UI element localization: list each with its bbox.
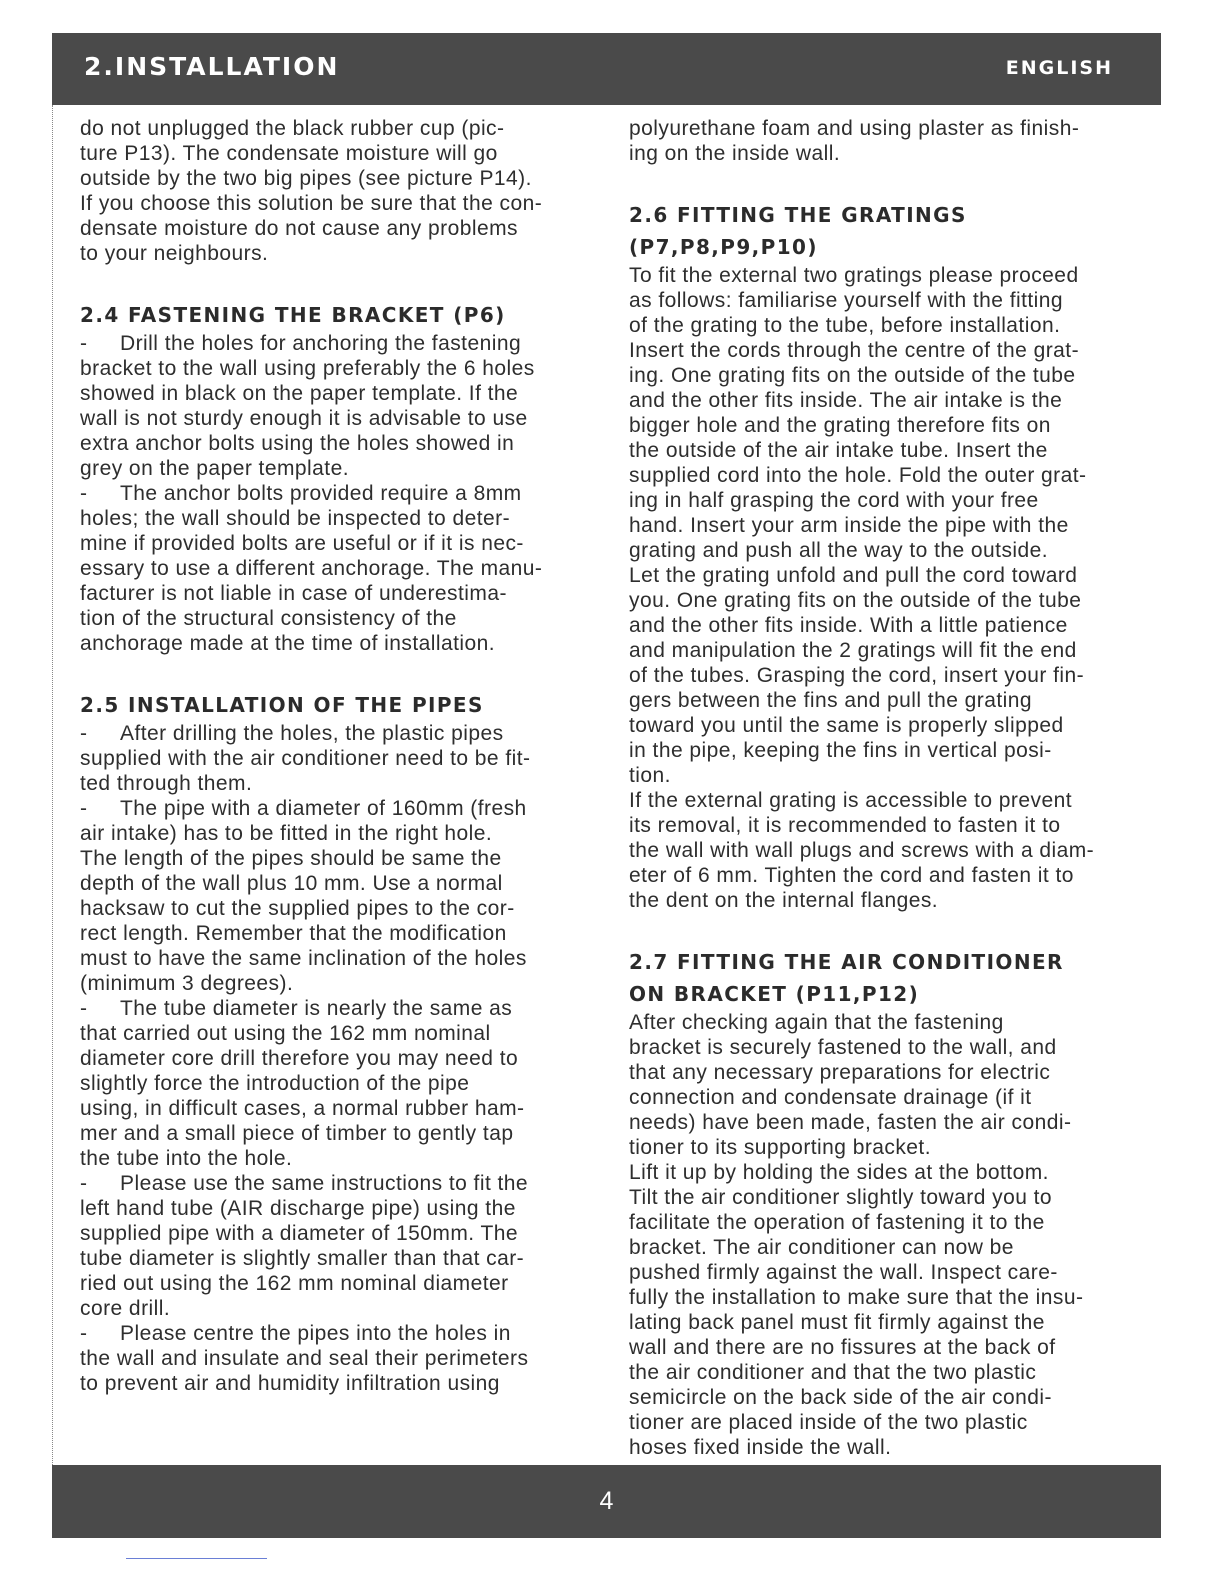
section-2-7-body [629, 1010, 1141, 1460]
heading-2-7 [629, 946, 1141, 1010]
text-line: supplied pipe with a diameter of 150mm. The [80, 1222, 519, 1245]
text-line: lating back panel must fit firmly against the [629, 1311, 1045, 1334]
text-line: ture P13). The condensate moisture will go [80, 142, 498, 165]
text-line: that carried out using the 162 mm nominal [80, 1022, 491, 1045]
text-line: left hand tube (AIR discharge pipe) using the [80, 1197, 516, 1220]
text-line: to prevent air and humidity infiltration using [80, 1372, 500, 1395]
bullet-dash: - [80, 797, 88, 820]
text-line: and manipulation the 2 gratings will fit the end [629, 639, 1077, 662]
text-line: toward you until the same is properly slipped [629, 714, 1064, 737]
text-line: the air conditioner and that the two plastic [629, 1361, 1037, 1384]
heading-2-5: 2.5 INSTALLATION OF THE PIPES [80, 693, 484, 717]
text-line: the wall with wall plugs and screws with a diam- [629, 839, 1095, 862]
bullet-dash: - [80, 997, 88, 1020]
text-line: do not unplugged the black rubber cup (pic- [80, 117, 505, 140]
text-line: as follows: familiarise yourself with the fitting [629, 289, 1064, 312]
text-line: its removal, it is recommended to fasten it to [629, 814, 1061, 837]
text-line: the tube into the hole. [80, 1147, 293, 1170]
text-line: must to have the same inclination of the holes [80, 947, 527, 970]
text-line: connection and condensate drainage (if it [629, 1086, 1032, 1109]
heading-2-4: 2.4 FASTENING THE BRACKET (P6) [80, 303, 506, 327]
text-line: After checking again that the fastening [629, 1011, 1004, 1034]
text-line: of the tubes. Grasping the cord, insert your fin- [629, 664, 1085, 687]
text-line: core drill. [80, 1297, 171, 1320]
text-line: The pipe with a diameter of 160mm (fresh [120, 797, 527, 820]
bullet-line [80, 481, 590, 506]
text-line: extra anchor bolts using the holes showed in [80, 432, 515, 455]
right-column [629, 116, 1141, 1460]
section-title: 2.INSTALLATION [84, 52, 340, 81]
text-line: slightly force the introduction of the pipe [80, 1072, 470, 1095]
text-line: and the other fits inside. The air intake is the [629, 389, 1063, 412]
text-line: tion of the structural consistency of the [80, 607, 457, 630]
text-line: eter of 6 mm. Tighten the cord and fasten it to [629, 864, 1074, 887]
bullet-line [80, 721, 590, 746]
text-line: holes; the wall should be inspected to deter- [80, 507, 511, 530]
text-line: gers between the fins and pull the grating [629, 689, 1032, 712]
text-line: The tube diameter is nearly the same as [120, 997, 513, 1020]
text-line: Let the grating unfold and pull the cord toward [629, 564, 1078, 587]
text-line: essary to use a different anchorage. The manu- [80, 557, 543, 580]
text-line: using, in difficult cases, a normal rubber ham- [80, 1097, 525, 1120]
page-number: 4 [599, 1487, 614, 1515]
text-line: ried out using the 162 mm nominal diameter [80, 1272, 509, 1295]
section-2-5-body [80, 721, 590, 1396]
text-line: ing in half grasping the cord with your free [629, 489, 1039, 512]
bullet-dash: - [80, 1172, 88, 1195]
heading-line: 2.7 FITTING THE AIR CONDITIONER [629, 950, 1064, 974]
text-line: Lift it up by holding the sides at the bottom. [629, 1161, 1049, 1184]
section-2-4-body [80, 331, 590, 656]
margin-dotted-rule [52, 105, 53, 1465]
text-line: you. One grating fits on the outside of the tube [629, 589, 1082, 612]
text-line: The anchor bolts provided require a 8mm [120, 482, 522, 505]
text-line: rect length. Remember that the modification [80, 922, 507, 945]
text-line: needs) have been made, fasten the air condi- [629, 1111, 1072, 1134]
text-line: bigger hole and the grating therefore fits on [629, 414, 1051, 437]
left-column [80, 116, 590, 1396]
section-2-6-body [629, 263, 1141, 913]
continued-paragraph [629, 116, 1141, 166]
language-label: ENGLISH [1005, 57, 1113, 79]
text-line: Insert the cords through the centre of the grat- [629, 339, 1080, 362]
text-line: If the external grating is accessible to prevent [629, 789, 1072, 812]
text-line: of the grating to the tube, before installation. [629, 314, 1061, 337]
text-line: Please centre the pipes into the holes in [120, 1322, 511, 1345]
text-line: showed in black on the paper template. If the [80, 382, 519, 405]
heading-line: (P7,P8,P9,P10) [629, 235, 818, 259]
text-line: The length of the pipes should be same the [80, 847, 502, 870]
text-line: hacksaw to cut the supplied pipes to the cor- [80, 897, 515, 920]
intro-paragraph [80, 116, 590, 266]
text-line: that any necessary preparations for electric [629, 1061, 1051, 1084]
heading-line: 2.6 FITTING THE GRATINGS [629, 203, 967, 227]
text-line: bracket is securely fastened to the wall, and [629, 1036, 1057, 1059]
text-line: in the pipe, keeping the fins in vertical posi- [629, 739, 1052, 762]
text-line: fully the installation to make sure that the insu- [629, 1286, 1084, 1309]
bullet-line [80, 996, 590, 1021]
text-line: After drilling the holes, the plastic pipes [120, 722, 504, 745]
text-line: to your neighbours. [80, 242, 269, 265]
underline-rule [126, 1558, 267, 1559]
bullet-line [80, 796, 590, 821]
text-line: bracket to the wall using preferably the 6 holes [80, 357, 535, 380]
text-line: supplied cord into the hole. Fold the outer grat- [629, 464, 1087, 487]
heading-2-6 [629, 199, 1141, 263]
text-line: densate moisture do not cause any problems [80, 217, 518, 240]
bullet-line [80, 1321, 590, 1346]
text-line: ing. One grating fits on the outside of the tube [629, 364, 1076, 387]
text-line: the wall and insulate and seal their perimeters [80, 1347, 529, 1370]
text-line: (minimum 3 degrees). [80, 972, 294, 995]
text-line: tioner are placed inside of the two plastic [629, 1411, 1028, 1434]
text-line: semicircle on the back side of the air condi- [629, 1386, 1052, 1409]
text-line: hoses fixed inside the wall. [629, 1436, 892, 1459]
text-line: supplied with the air conditioner need to be fit- [80, 747, 531, 770]
text-line: outside by the two big pipes (see picture P14). [80, 167, 532, 190]
text-line: polyurethane foam and using plaster as finish- [629, 117, 1080, 140]
text-line: tioner to its supporting bracket. [629, 1136, 932, 1159]
text-line: mine if provided bolts are useful or if it is nec- [80, 532, 524, 555]
text-line: wall and there are no fissures at the back of [629, 1336, 1056, 1359]
text-line: facilitate the operation of fastening it to the [629, 1211, 1045, 1234]
text-line: grating and push all the way to the outside. [629, 539, 1049, 562]
text-line: air intake) has to be fitted in the right hole. [80, 822, 493, 845]
text-line: Tilt the air conditioner slightly toward you to [629, 1186, 1053, 1209]
text-line: To fit the external two gratings please proceed [629, 264, 1079, 287]
text-line: depth of the wall plus 10 mm. Use a normal [80, 872, 503, 895]
text-line: anchorage made at the time of installation. [80, 632, 496, 655]
text-line: Please use the same instructions to fit the [120, 1172, 529, 1195]
text-line: bracket. The air conditioner can now be [629, 1236, 1014, 1259]
heading-line: ON BRACKET (P11,P12) [629, 982, 920, 1006]
text-line: diameter core drill therefore you may need to [80, 1047, 519, 1070]
bullet-line [80, 331, 590, 356]
text-line: mer and a small piece of timber to gently tap [80, 1122, 514, 1145]
bullet-dash: - [80, 482, 88, 505]
text-line: and the other fits inside. With a little patience [629, 614, 1068, 637]
text-line: ted through them. [80, 772, 253, 795]
text-line: pushed firmly against the wall. Inspect care- [629, 1261, 1058, 1284]
text-line: ing on the inside wall. [629, 142, 841, 165]
text-line: wall is not sturdy enough it is advisable to use [80, 407, 528, 430]
bullet-line [80, 1171, 590, 1196]
text-line: facturer is not liable in case of underestima- [80, 582, 507, 605]
page-footer [52, 1465, 1161, 1538]
text-line: tube diameter is slightly smaller than that car- [80, 1247, 525, 1270]
bullet-dash: - [80, 332, 88, 355]
text-line: tion. [629, 764, 671, 787]
text-line: the dent on the internal flanges. [629, 889, 939, 912]
bullet-dash: - [80, 722, 88, 745]
text-line: the outside of the air intake tube. Insert the [629, 439, 1048, 462]
bullet-dash: - [80, 1322, 88, 1345]
text-line: Drill the holes for anchoring the fastening [120, 332, 522, 355]
text-line: If you choose this solution be sure that the con- [80, 192, 543, 215]
text-line: grey on the paper template. [80, 457, 349, 480]
page-header [52, 33, 1161, 105]
text-line: hand. Insert your arm inside the pipe with the [629, 514, 1069, 537]
